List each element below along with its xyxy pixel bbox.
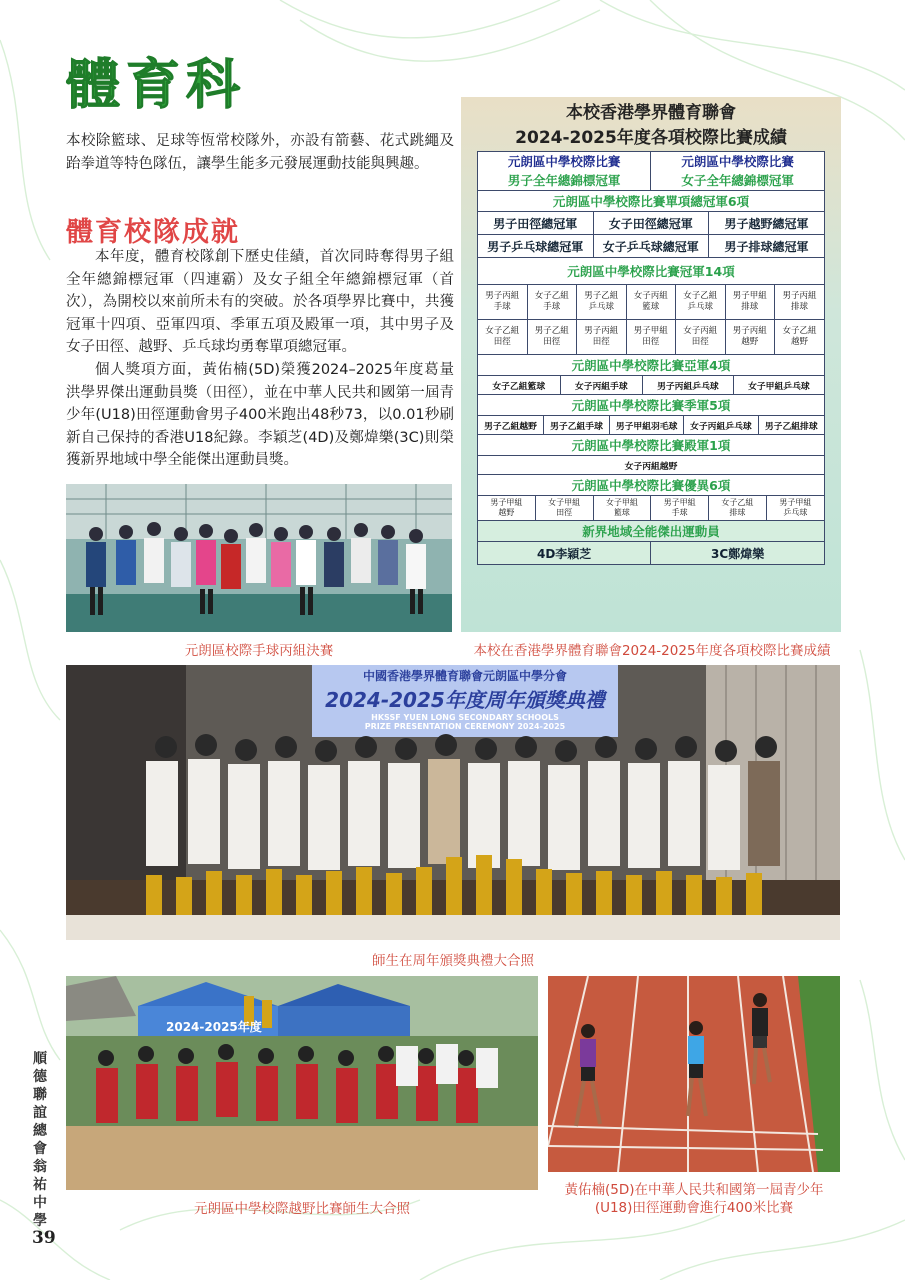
merit-row: [478, 496, 825, 521]
allround-title: 新界地域全能傑出運動員: [478, 521, 825, 542]
champion-item: 男子乙組 乒乓球: [577, 285, 627, 320]
paragraph-achievements: 本年度，體育校隊創下歷史佳績，首次同時奪得男子組全年總錦標冠軍（四連霸）及女子組全年總錦標冠軍（首次），為開校以來前所未有的突破。於各項學界比賽中，共獲冠軍十四項、亞軍四項、季軍五項及殿軍一項，其中男子及女子田徑、越野、乒乓球均勇奪單項總冠軍。: [66, 249, 454, 356]
board-title-line1: 本校香港學界體育聯會: [566, 103, 736, 123]
single-item: 男子田徑總冠軍: [478, 212, 594, 235]
champion-row: [478, 285, 825, 320]
fourth-title: 元朗區中學校際比賽殿軍1項: [478, 435, 825, 456]
allround-item: 3C鄭煒樂: [651, 542, 825, 565]
third-title: 元朗區中學校際比賽季軍5項: [478, 395, 825, 416]
merit-item: 男子甲組 乒乓球: [766, 496, 824, 521]
banner-line3: HKSSF YUEN LONG SECONDARY SCHOOLS: [371, 713, 559, 722]
champion-item: 女子乙組 手球: [527, 285, 577, 320]
champion-item: 男子甲組 田徑: [626, 320, 676, 355]
caption-race-line2: (U18)田徑運動會進行400米比賽: [594, 1200, 794, 1216]
caption-cross-country: 元朗區中學校際越野比賽師生大合照: [194, 1201, 410, 1217]
page-number: 39: [32, 1228, 56, 1248]
champion-item: 男子丙組 田徑: [577, 320, 627, 355]
single-item: 女子田徑總冠軍: [593, 212, 709, 235]
intro-text: 本校除籃球、足球等恆常校隊外，亦設有箭藝、花式跳繩及跆拳道等特色隊伍，讓學生能多元發展運動技能與興趣。: [66, 133, 454, 172]
third-item: 男子乙組排球: [758, 416, 825, 435]
banner-line1: 中國香港學界體育聯會元朗區中學分會: [362, 669, 567, 683]
page-title: 體育科: [66, 53, 246, 116]
allround-item: 4D李穎芝: [478, 542, 651, 565]
runnerup-item: 女子甲組乒乓球: [733, 376, 824, 395]
caption-race-line1: 黃佑楠(5D)在中華人民共和國第一屆青少年: [564, 1182, 824, 1198]
runnerup-item: 女子乙組籃球: [478, 376, 561, 395]
overall-girls-cell: 元朗區中學校際比賽 女子全年總錦標冠軍: [651, 152, 825, 191]
ceremony-photo: [66, 665, 840, 940]
cross-country-photo: [66, 976, 538, 1190]
caption-ceremony: 師生在周年頒獎典禮大合照: [372, 953, 534, 969]
school-name: 順 德 聯 誼 總 會 翁 祐 中 學: [33, 1051, 47, 1229]
banner-line2: 2024-2025年度周年頒獎典禮: [325, 688, 605, 712]
caption-board: 本校在香港學界體育聯會2024-2025年度各項校際比賽成績: [473, 643, 831, 659]
merit-item: 女子甲組 籃球: [593, 496, 651, 521]
body-text: [66, 246, 454, 472]
merit-item: 女子乙組 排球: [709, 496, 767, 521]
caption-handball: 元朗區校際手球丙組決賽: [184, 643, 334, 659]
champion-item: 男子丙組 排球: [775, 285, 825, 320]
champion-item: 女子乙組 越野: [775, 320, 825, 355]
champion-item: 女子丙組 田徑: [676, 320, 726, 355]
third-item: 男子乙組手球: [544, 416, 610, 435]
champion-item: 男子甲組 排球: [725, 285, 775, 320]
caption-race: [540, 1181, 848, 1217]
single-item: 男子越野總冠軍: [709, 212, 825, 235]
ceremony-banner: [312, 667, 618, 731]
runnerup-item: 男子丙組乒乓球: [643, 376, 734, 395]
champion-item: 男子丙組 手球: [478, 285, 528, 320]
champion-row: [478, 320, 825, 355]
single-item: 男子排球總冠軍: [709, 235, 825, 258]
champion-item: 男子乙組 田徑: [527, 320, 577, 355]
merit-item: 男子甲組 越野: [478, 496, 536, 521]
section-title: 體育校隊成就: [66, 217, 240, 248]
champion-item: 女子乙組 田徑: [478, 320, 528, 355]
champion-item: 男子丙組 越野: [725, 320, 775, 355]
runnerup-title: 元朗區中學校際比賽亞軍4項: [478, 355, 825, 376]
single-champion-title: 元朗區中學校際比賽單項總冠軍6項: [478, 191, 825, 212]
merit-item: 女子甲組 田徑: [535, 496, 593, 521]
merit-title: 元朗區中學校際比賽優異6項: [478, 475, 825, 496]
champion-item: 女子丙組 籃球: [626, 285, 676, 320]
champion-item: 女子乙組 乒乓球: [676, 285, 726, 320]
champion-title: 元朗區中學校際比賽冠軍14項: [478, 258, 825, 285]
results-board: [461, 97, 841, 632]
overall-boys-cell: 元朗區中學校際比賽 男子全年總錦標冠軍: [478, 152, 651, 191]
race-photo: [548, 976, 840, 1172]
banner-line4: PRIZE PRESENTATION CEREMONY 2024-2025: [364, 722, 566, 731]
third-item: 女子丙組乒乓球: [684, 416, 758, 435]
merit-item: 男子甲組 手球: [651, 496, 709, 521]
third-item: 男子乙組越野: [478, 416, 544, 435]
handball-team-photo: [66, 484, 452, 632]
paragraph-individual: 個人獎項方面，黃佑楠(5D)榮獲2024–2025年度葛量洪學界傑出運動員獎（田徑），並在中華人民共和國第一屆青少年(U18)田徑運動會男子400米跑出48秒73，以0.01秒刷新自己保持的香港U18紀錄。李穎芝(4D)及鄭煒樂(3C)則榮獲新界地域中學全能傑出運動員獎。: [66, 361, 454, 469]
tent-banner: 2024-2025年度: [166, 1020, 262, 1034]
runnerup-item: 女子丙組手球: [560, 376, 643, 395]
third-item: 男子甲組羽毛球: [610, 416, 684, 435]
single-item: 女子乒乓球總冠軍: [593, 235, 709, 258]
board-title-line2: 2024-2025年度各項校際比賽成績: [515, 128, 787, 148]
single-item: 男子乒乓球總冠軍: [478, 235, 594, 258]
fourth-item: 女子丙組越野: [478, 456, 825, 475]
school-name-vertical: [30, 1050, 50, 1230]
results-table: [477, 151, 825, 565]
